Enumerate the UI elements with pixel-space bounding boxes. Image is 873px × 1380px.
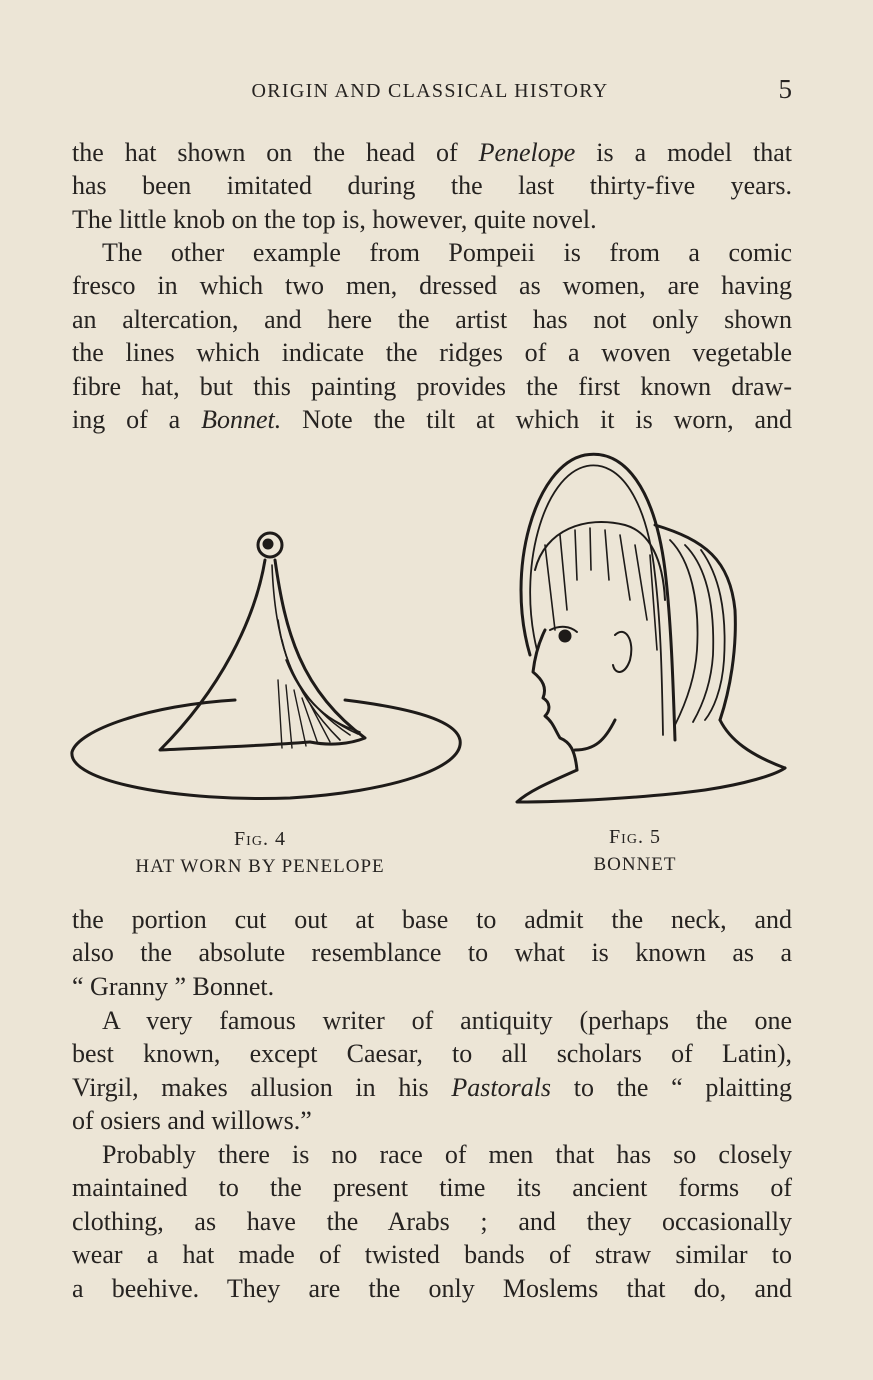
fig5-illustration xyxy=(505,450,795,820)
text-line: A very famous writer of antiquity (perhaps the one xyxy=(102,1006,792,1035)
text-line: has been imitated during the last thirty-five years. xyxy=(72,171,792,201)
text-line: a beehive. They are the only Moslems that do, and xyxy=(72,1273,792,1303)
text-line: clothing, as have the Arabs ; and they occasionally xyxy=(72,1206,792,1236)
paragraph-5 xyxy=(72,1138,792,1305)
text-line: of osiers and willows.” xyxy=(72,1106,312,1136)
fig4-caption xyxy=(80,828,440,878)
fig4-caption-text: HAT WORN BY PENELOPE xyxy=(135,856,385,877)
text-line: fibre hat, but this painting provides the first known draw- xyxy=(72,371,792,401)
page-header xyxy=(70,76,792,112)
text-line: wear a hat made of twisted bands of straw similar to xyxy=(72,1240,792,1270)
text-line: an altercation, and here the artist has not only shown xyxy=(72,304,792,334)
running-title: ORIGIN AND CLASSICAL HISTORY xyxy=(251,80,609,102)
paragraph-2 xyxy=(72,236,792,436)
text-line: the portion cut out at base to admit the neck, and xyxy=(72,905,792,934)
text-line: The other example from Pompeii is from a comic xyxy=(102,238,792,267)
fig5-caption-text: BONNET xyxy=(593,854,677,875)
fig5-label: Fig. 5 xyxy=(609,826,661,848)
paragraph-4 xyxy=(72,1004,792,1138)
paragraph-1 xyxy=(72,136,792,236)
text-line: maintained to the present time its ancient forms of xyxy=(72,1173,792,1203)
text-line: Probably there is no race of men that has so closely xyxy=(102,1140,792,1169)
text-line: Virgil, makes allusion in his Pastorals to the “ plaitting xyxy=(72,1072,793,1102)
figures-area xyxy=(60,450,800,890)
text-line: The little knob on the top is, however, quite novel. xyxy=(72,204,597,234)
fig5-caption xyxy=(535,826,735,876)
text-line: best known, except Caesar, to all scholars of Latin), xyxy=(72,1039,792,1069)
text-line: fresco in which two men, dressed as women, are having xyxy=(72,271,792,301)
paragraph-3 xyxy=(72,903,792,1003)
italic-term: Bonnet. xyxy=(201,405,282,435)
text-line: the lines which indicate the ridges of a woven vegetable xyxy=(72,338,792,368)
fig4-label: Fig. 4 xyxy=(234,828,286,850)
text-line: “ Granny ” Bonnet. xyxy=(72,971,275,1001)
text-line: also the absolute resemblance to what is known as a xyxy=(72,938,792,968)
text-line: ing of a Bonnet. Note the tilt at which it is worn, and xyxy=(72,405,793,435)
italic-term: Penelope xyxy=(478,138,576,167)
text-line: the hat shown on the head of Penelope is a model that xyxy=(72,138,792,167)
page-number: 5 xyxy=(778,74,792,104)
fig4-illustration xyxy=(60,520,480,810)
italic-term: Pastorals xyxy=(451,1072,552,1102)
